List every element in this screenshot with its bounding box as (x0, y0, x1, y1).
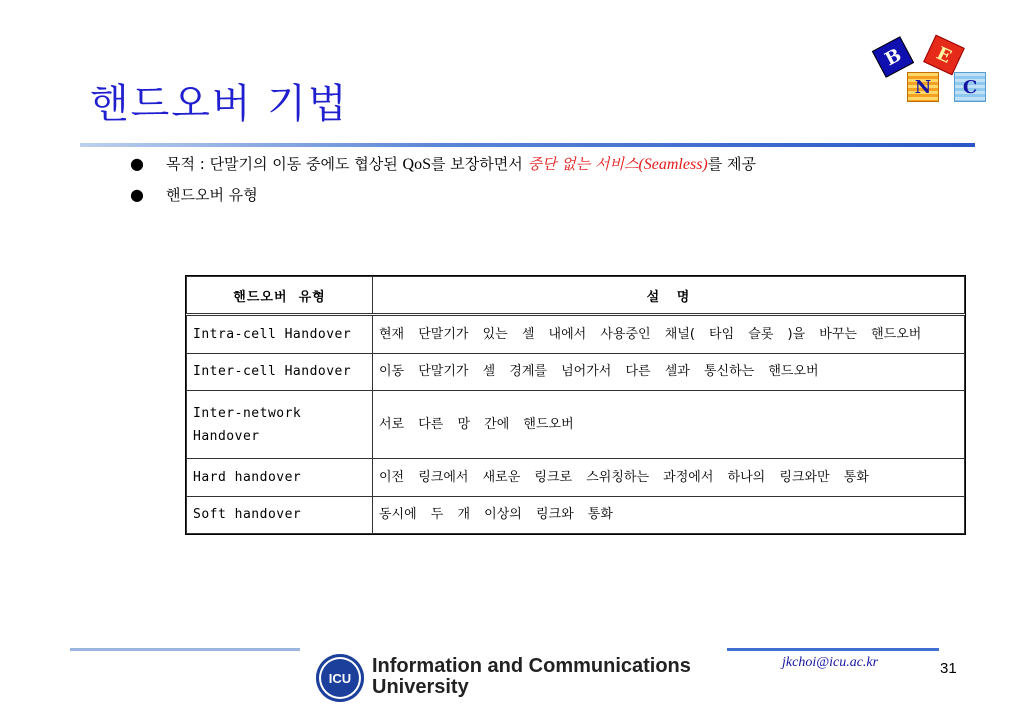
purpose-text-1: 목적 : 단말기의 이동 중에도 협상된 (166, 155, 403, 173)
table-row (187, 315, 965, 354)
row-description: 현재 단말기가 있는 셀 내에서 사용중인 채널( 타임 슬롯 )을 바꾸는 핸드오버 (373, 315, 965, 354)
logo-letter-e: E (923, 35, 965, 76)
row-type: Hard handover (187, 459, 373, 496)
row-type: Inter-cell Handover (187, 353, 373, 390)
bullet-handover-types (130, 184, 950, 206)
bullet-dot-icon: ● (130, 154, 144, 173)
author-email[interactable]: jkchoi@icu.ac.kr (782, 655, 879, 670)
logo-letter-c: C (954, 72, 986, 102)
handover-table (185, 275, 966, 535)
table-row (187, 353, 965, 390)
bullet-list (130, 153, 950, 214)
logo-letter-n: N (907, 72, 939, 102)
row-type: Intra-cell Handover (187, 315, 373, 354)
table-row (187, 459, 965, 496)
page-number: 31 (940, 660, 957, 677)
row-description: 동시에 두 개 이상의 링크와 통화 (373, 496, 965, 533)
title-divider (80, 143, 975, 147)
row-type: Soft handover (187, 496, 373, 533)
qos-term: QoS (402, 156, 431, 173)
handover-types-text: 핸드오버 유형 (166, 186, 258, 204)
slide-title: 핸드오버 기법 (90, 81, 349, 127)
purpose-text-3: 를 제공 (707, 155, 756, 173)
seal-text: ICU (328, 670, 352, 686)
bullet-dot-icon: ● (130, 185, 144, 204)
university-name-line-2: University (372, 676, 469, 698)
row-description: 서로 다른 망 간에 핸드오버 (373, 391, 965, 459)
bullet-purpose (130, 153, 950, 176)
benc-logo (872, 30, 1012, 110)
university-name-line-1: Information and Communications (372, 655, 691, 677)
table-row (187, 391, 965, 459)
logo-letter-b: B (872, 36, 914, 78)
table-row (187, 496, 965, 533)
row-description: 이동 단말기가 셀 경계를 넘어가서 다른 셀과 통신하는 핸드오버 (373, 353, 965, 390)
seamless-service-term: 중단 없는 서비스 (527, 155, 639, 173)
seamless-english-term: (Seamless) (638, 156, 708, 173)
row-description: 이전 링크에서 새로운 링크로 스위칭하는 과정에서 하나의 링크와만 통화 (373, 459, 965, 496)
purpose-text-2: 를 보장하면서 (430, 155, 528, 173)
icu-seal-logo (316, 654, 364, 702)
university-name (372, 656, 691, 698)
header-type: 핸드오버 유형 (187, 277, 373, 315)
header-description: 설 명 (373, 277, 965, 315)
footer-divider-left (70, 648, 300, 651)
footer-divider-right (727, 648, 939, 651)
table-header-row (187, 277, 965, 315)
row-type: Inter-network Handover (187, 391, 373, 459)
